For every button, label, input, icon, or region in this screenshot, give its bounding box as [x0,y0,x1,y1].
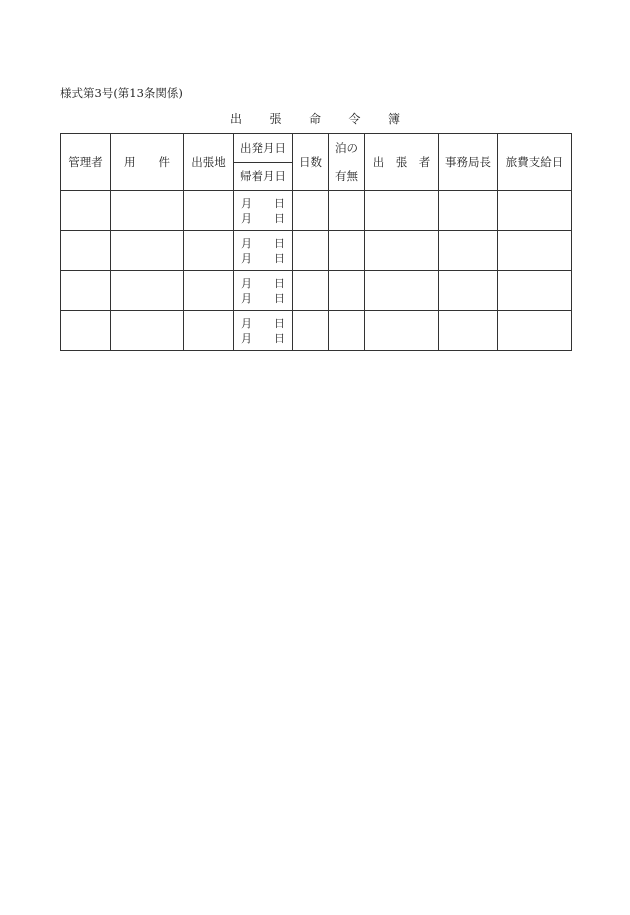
cell-secretary-general[interactable] [439,311,498,351]
cell-destination[interactable] [184,191,234,231]
header-destination: 出張地 [184,134,234,191]
title-char: 出 [230,112,243,126]
header-days: 日数 [293,134,329,191]
header-manager: 管理者 [61,134,111,191]
cell-dates[interactable] [234,191,293,231]
cell-destination[interactable] [184,311,234,351]
cell-days[interactable] [293,271,329,311]
departure-date-line: 月 日 [241,276,285,290]
title-char: 張 [269,112,282,126]
cell-traveler[interactable] [365,191,439,231]
header-secretary-general: 事務局長 [439,134,498,191]
cell-expense-date[interactable] [498,191,572,231]
departure-date-line: 月 日 [241,236,285,250]
table-row [61,191,572,231]
return-date-line: 月 日 [241,331,285,345]
cell-dates[interactable] [234,231,293,271]
cell-secretary-general[interactable] [439,191,498,231]
cell-destination[interactable] [184,231,234,271]
header-overnight-bottom: 有無 [335,169,358,183]
table-row [61,271,572,311]
cell-overnight[interactable] [329,231,365,271]
title-char: 命 [308,112,321,126]
header-return-date: 帰着月日 [234,162,293,191]
header-traveler: 出 張 者 [365,134,439,191]
cell-purpose[interactable] [111,231,184,271]
cell-dates[interactable] [234,271,293,311]
title-char: 令 [348,112,361,126]
cell-expense-date[interactable] [498,271,572,311]
cell-traveler[interactable] [365,231,439,271]
document-title [230,110,400,127]
departure-date-line: 月 日 [241,196,285,210]
cell-dates[interactable] [234,311,293,351]
cell-expense-date[interactable] [498,311,572,351]
return-date-line: 月 日 [241,251,285,265]
departure-date-line: 月 日 [241,316,285,330]
cell-destination[interactable] [184,271,234,311]
cell-traveler[interactable] [365,311,439,351]
cell-manager[interactable] [61,271,111,311]
form-number: 様式第3号(第13条関係) [60,86,183,100]
cell-manager[interactable] [61,191,111,231]
cell-days[interactable] [293,311,329,351]
table-row [61,311,572,351]
header-overnight [329,134,365,191]
header-overnight-top: 泊の [335,141,358,155]
return-date-line: 月 日 [241,211,285,225]
cell-manager[interactable] [61,231,111,271]
cell-purpose[interactable] [111,311,184,351]
cell-manager[interactable] [61,311,111,351]
header-expense-date: 旅費支給日 [498,134,572,191]
title-char: 簿 [387,112,400,126]
cell-purpose[interactable] [111,191,184,231]
cell-overnight[interactable] [329,271,365,311]
cell-purpose[interactable] [111,271,184,311]
cell-overnight[interactable] [329,191,365,231]
cell-days[interactable] [293,231,329,271]
cell-secretary-general[interactable] [439,271,498,311]
cell-overnight[interactable] [329,311,365,351]
return-date-line: 月 日 [241,291,285,305]
table-row [61,231,572,271]
business-trip-ledger-table [60,133,572,351]
header-purpose: 用 件 [111,134,184,191]
cell-expense-date[interactable] [498,231,572,271]
cell-days[interactable] [293,191,329,231]
header-departure-date: 出発月日 [234,134,293,163]
cell-secretary-general[interactable] [439,231,498,271]
cell-traveler[interactable] [365,271,439,311]
